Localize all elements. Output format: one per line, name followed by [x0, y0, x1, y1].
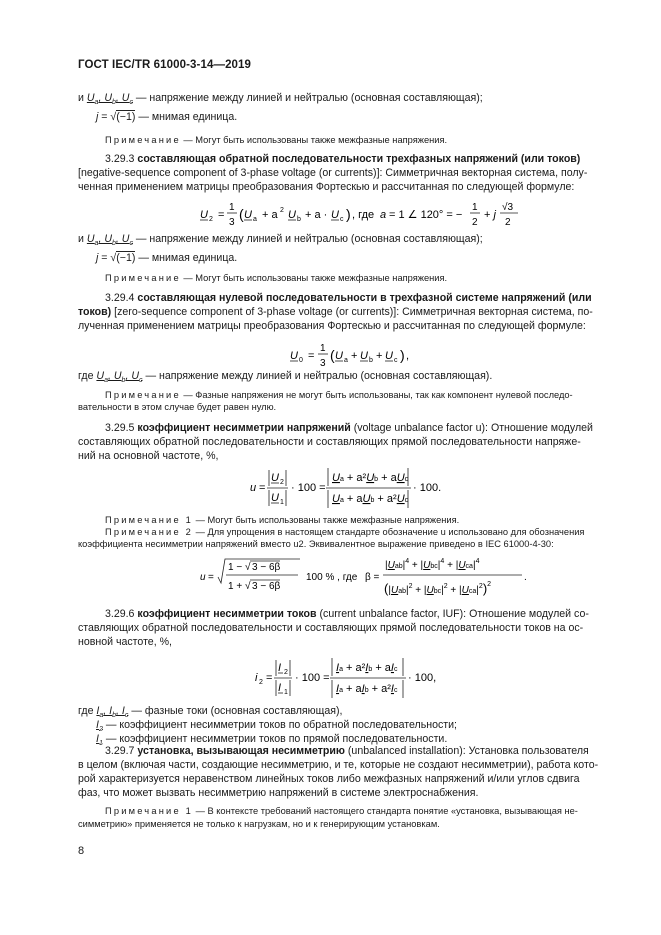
svg-text:U: U — [200, 209, 208, 221]
where-line: где $I_a$, $I_b$, $I_c$ — фазные токи (основная составляющая), — [78, 705, 343, 720]
note-continuation: вательности в этом случае будет равен нулю. — [78, 402, 277, 412]
svg-text:· 100 =: · 100 = — [295, 672, 330, 684]
svg-text:.: . — [524, 572, 527, 583]
svg-text:1 − √: 1 − √ — [228, 562, 251, 573]
svg-text:1: 1 — [284, 689, 288, 696]
svg-text:2: 2 — [505, 217, 511, 228]
svg-text:b: b — [297, 216, 301, 223]
svg-text:+ j: + j — [484, 209, 496, 221]
svg-text:=: = — [308, 350, 315, 362]
text-line: ставляющих обратной последовательности и составляющих прямой последовательности токов на ос- — [78, 622, 584, 634]
svg-text:=: = — [208, 572, 214, 583]
svg-text:U: U — [244, 209, 252, 221]
svg-text:U: U — [331, 209, 339, 221]
text-line: ний на основной частоте, %, — [78, 450, 219, 462]
svg-text:√3: √3 — [502, 202, 514, 213]
svg-text:a: a — [344, 357, 348, 364]
svg-text:U: U — [360, 350, 368, 362]
svg-text:· 100.: · 100. — [413, 482, 442, 494]
svg-text:U: U — [385, 350, 393, 362]
text-line: токов) [zero-sequence component of 3-phase voltage (or currents)]: Симметричная векторная система, по- — [78, 306, 593, 318]
svg-text:c: c — [394, 357, 398, 364]
svg-text:(: ( — [239, 206, 244, 222]
svg-text:1: 1 — [472, 202, 478, 213]
svg-text:Ia + aIb + a²Ic: Ia + aIb + a²Ic — [336, 683, 398, 695]
svg-text:U: U — [288, 209, 296, 221]
svg-text:1: 1 — [320, 343, 326, 354]
svg-text:2: 2 — [259, 679, 263, 686]
svg-text:100 % , где: 100 % , где — [306, 572, 358, 583]
svg-text:· 100,: · 100, — [408, 672, 437, 684]
text-line: [negative-sequence component of 3-phase voltage (or currents)]: Симметричная векторная система, полу- — [78, 167, 588, 179]
where-line: и $U_a$, $U_b$, $U_c$ — напряжение между линией и нейтралью (основная составляющая); — [78, 233, 483, 248]
definition-3-29-4: 3.29.4 составляющая нулевой последовательности в трехфазной системе напряжений (или — [105, 292, 592, 304]
svg-text:I: I — [278, 662, 282, 674]
note-continuation: симметрию» применяется не только к нагрузкам, но и к генерирующим установкам. — [78, 819, 440, 829]
note: Примечание 2 — Для упрощения в настоящем стандарте обозначение u использовано для обозначения — [105, 527, 585, 537]
svg-text:2: 2 — [209, 216, 213, 223]
svg-text:=: = — [218, 209, 225, 221]
formula-zero-sequence — [290, 340, 420, 372]
svg-text:3 − 6β: 3 − 6β — [252, 581, 281, 592]
text-line: рой характеризуется неравенством линейных токов либо межфазных напряжений и/или углов сдвига — [78, 773, 580, 785]
text-line: лученная применением матрицы преобразования Фортескью и рассчитанная по следующей формуле: — [78, 320, 586, 332]
note: Примечание — Могут быть использованы также межфазные напряжения. — [105, 135, 448, 145]
svg-text:I: I — [278, 682, 282, 694]
svg-text:+ a: + a — [262, 209, 278, 221]
svg-text:(|Uab|2 + |Ubc|2 + |Uca|2)2: $(|Uab|^2 + |Ubc|^2 + |Uca|^2)^2$ — [384, 581, 492, 596]
svg-text:2: 2 — [284, 669, 288, 676]
svg-text:c: c — [340, 216, 344, 223]
formula-current-unbalance — [255, 656, 445, 700]
svg-text:β =: β = — [365, 572, 380, 583]
note: Примечание — Могут быть использованы также межфазные напряжения. — [105, 273, 448, 283]
svg-text:a: a — [380, 209, 387, 221]
where-line: $I_1$ — коэффициент несимметрии токов по прямой последовательности. — [96, 733, 448, 748]
text-line: новной частоте, %, — [78, 636, 172, 648]
svg-text:+: + — [376, 350, 383, 362]
svg-text:2: 2 — [280, 479, 284, 486]
svg-text:,: , — [406, 350, 410, 362]
definition-3-29-6: 3.29.6 коэффициент несимметрии токов (current unbalance factor, IUF): Отношение модулей со- — [105, 608, 589, 620]
document-header: ГОСТ IEC/TR 61000-3-14—2019 — [78, 59, 252, 71]
svg-text:U: U — [290, 350, 298, 362]
text-line: составляющих обратной последовательности и составляющих прямой последовательности напряже- — [78, 436, 581, 448]
svg-text:): ) — [346, 206, 351, 222]
note: Примечание 1 — В контексте требований настоящего стандарта понятие «установка, вызывающая не- — [105, 806, 578, 816]
text-line: фаз, что может вызвать несимметрию напряжений в системе электроснабжения. — [78, 787, 479, 799]
svg-text:· 100 =: · 100 = — [291, 482, 326, 494]
where-line: где $U_a$, $U_b$, $U_c$ — напряжение между линией и нейтралью (основная составляющая). — [78, 370, 493, 385]
svg-text:, где: , где — [352, 209, 375, 221]
definition-3-29-7: 3.29.7 установка, вызывающая несимметрию (unbalanced installation): Установка пользователя — [105, 745, 589, 757]
svg-text:U: U — [271, 492, 279, 504]
text-line: в целом (включая части, создающие несимметрию, и те, которые не создают несимметрии), работа кото- — [78, 759, 599, 771]
definition-3-29-5: 3.29.5 коэффициент несимметрии напряжений (voltage unbalance factor u): Отношение модулей — [105, 422, 593, 434]
svg-text:u: u — [250, 482, 257, 494]
note: Примечание 1 — Могут быть использованы также межфазные напряжения. — [105, 515, 460, 525]
svg-text:|Uab|4 + |Ubc|4 + |Uca|4: $|Uab|^4 + |Ubc|^4 + |Uca|^4$ — [385, 558, 480, 571]
note: Примечание — Фазные напряжения не могут быть использованы, так как компонент нулевой последо- — [105, 390, 573, 400]
svg-text:+: + — [351, 350, 358, 362]
formula-voltage-unbalance — [250, 466, 450, 510]
svg-text:=: = — [259, 482, 266, 494]
svg-text:2: 2 — [280, 207, 284, 214]
where-line: и $U_a$, $U_b$, $U_c$ — напряжение между линией и нейтралью (основная составляющая); — [78, 92, 483, 107]
svg-text:Ia + a²Ib + aIc: Ia + a²Ib + aIc — [336, 662, 398, 674]
svg-text:+ a ·: + a · — [305, 209, 328, 221]
j-line: j = √(−1) — мнимая единица. — [96, 252, 238, 264]
svg-text:2: 2 — [472, 217, 478, 228]
svg-text:u: u — [200, 572, 206, 583]
where-line: $I_2$ — коэффициент несимметрии токов по обратной последовательности; — [96, 719, 457, 734]
svg-text:1 + √: 1 + √ — [228, 581, 251, 592]
svg-text:U: U — [335, 350, 343, 362]
svg-text:1: 1 — [280, 499, 284, 506]
svg-text:U: U — [271, 472, 279, 484]
svg-text:0: 0 — [299, 357, 303, 364]
page-number: 8 — [78, 845, 85, 857]
text-line: ченная применением матрицы преобразования Фортескью и рассчитанная по следующей формуле: — [78, 181, 575, 193]
svg-text:3 − 6β: 3 − 6β — [252, 562, 281, 573]
svg-text:=: = — [266, 672, 273, 684]
svg-text:3: 3 — [320, 358, 326, 369]
svg-text:Ua + aUb + a²Uc: Ua + aUb + a²Uc — [332, 493, 409, 505]
formula-negative-sequence — [200, 199, 530, 231]
formula-voltage-unbalance-equivalent — [200, 553, 540, 605]
svg-text:1: 1 — [229, 202, 235, 213]
j-line: j = √(−1) — мнимая единица. — [96, 111, 238, 123]
svg-text:): ) — [400, 347, 405, 363]
svg-text:3: 3 — [229, 217, 235, 228]
svg-text:a: a — [253, 216, 257, 223]
svg-text:b: b — [369, 357, 373, 364]
svg-text:i: i — [255, 672, 258, 684]
svg-text:Ua + a²Ub + aUc: Ua + a²Ub + aUc — [332, 472, 409, 484]
note-continuation: коэффициента несимметрии напряжений вместо u2. Эквивалентное выражение приведено в IEC 61000-4-30: — [78, 539, 554, 549]
svg-text:(: ( — [330, 347, 335, 363]
definition-3-29-3: 3.29.3 составляющая обратной последовательности трехфазных напряжений (или токов) — [105, 153, 581, 165]
svg-text:= 1 ∠ 120° = −: = 1 ∠ 120° = − — [389, 209, 463, 221]
